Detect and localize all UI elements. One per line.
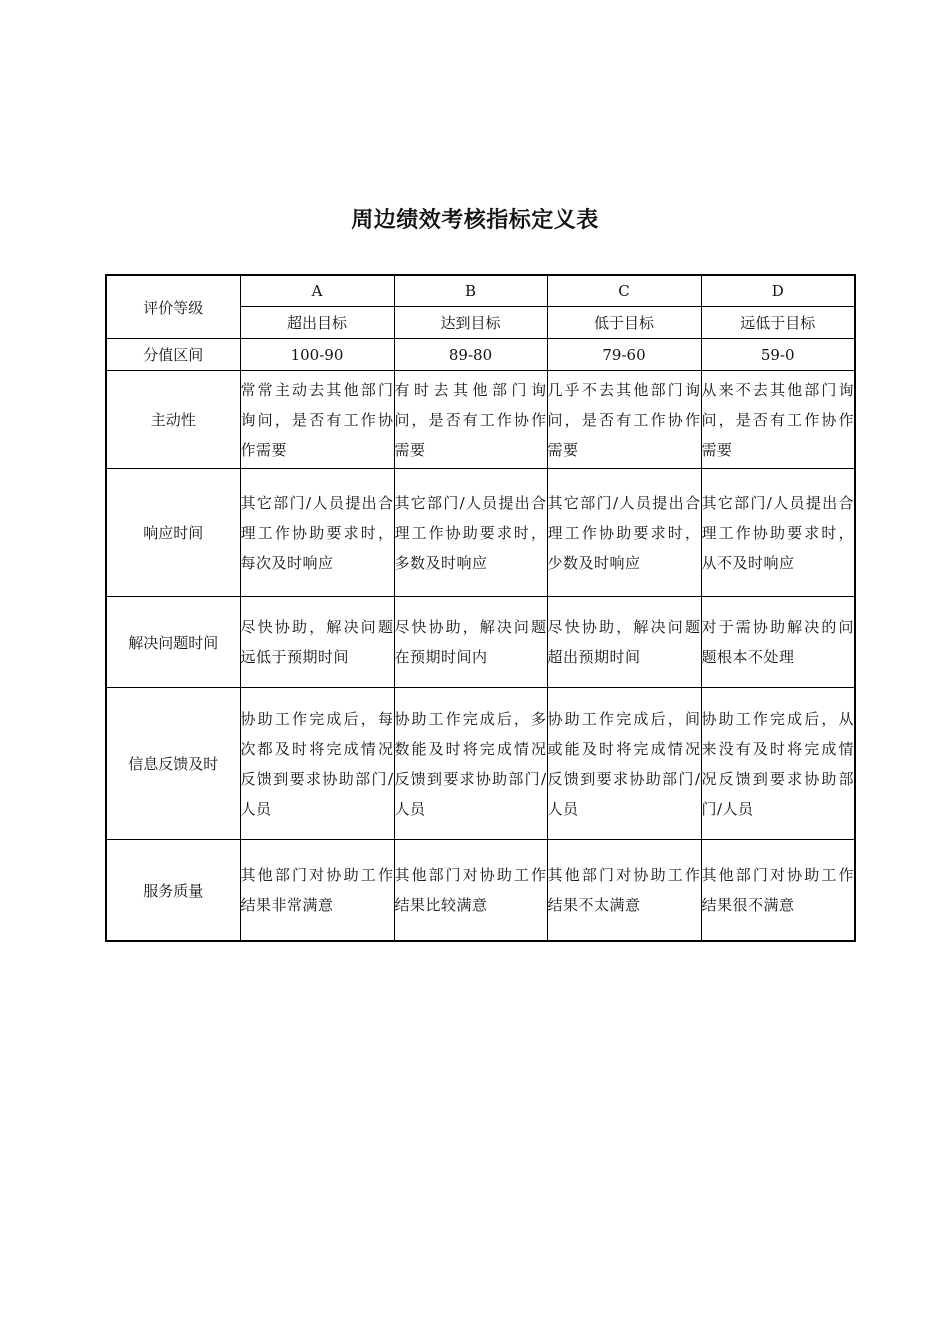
indicator-desc-a: 其它部门/人员提出合理工作协助要求时，每次及时响应 bbox=[240, 469, 394, 597]
indicator-desc-d: 协助工作完成后，从来没有及时将完成情况反馈到要求协助部门/人员 bbox=[701, 688, 855, 840]
table-row bbox=[106, 469, 855, 597]
score-range-label: 分值区间 bbox=[106, 339, 240, 371]
table-row bbox=[106, 597, 855, 688]
indicator-desc-b: 其它部门/人员提出合理工作协助要求时，多数及时响应 bbox=[394, 469, 547, 597]
indicator-desc-b: 协助工作完成后，多数能及时将完成情况反馈到要求协助部门/人员 bbox=[394, 688, 547, 840]
indicator-desc-c: 其它部门/人员提出合理工作协助要求时，少数及时响应 bbox=[547, 469, 701, 597]
score-range-c: 79-60 bbox=[547, 339, 701, 371]
indicator-desc-c: 其他部门对协助工作结果不太满意 bbox=[547, 840, 701, 942]
table-row bbox=[106, 688, 855, 840]
indicator-desc-a: 常常主动去其他部门询问，是否有工作协作需要 bbox=[240, 371, 394, 469]
indicator-desc-c: 协助工作完成后，间或能及时将完成情况反馈到要求协助部门/人员 bbox=[547, 688, 701, 840]
score-range-a: 100-90 bbox=[240, 339, 394, 371]
indicator-desc-b: 其他部门对协助工作结果比较满意 bbox=[394, 840, 547, 942]
table-row bbox=[106, 840, 855, 942]
indicator-name: 响应时间 bbox=[106, 469, 240, 597]
score-range-d: 59-0 bbox=[701, 339, 855, 371]
indicator-desc-a: 协助工作完成后，每次都及时将完成情况反馈到要求协助部门/人员 bbox=[240, 688, 394, 840]
indicator-desc-d: 其它部门/人员提出合理工作协助要求时，从不及时响应 bbox=[701, 469, 855, 597]
grade-label-a: 超出目标 bbox=[240, 307, 394, 339]
indicator-definition-table bbox=[105, 274, 856, 942]
indicator-name: 解决问题时间 bbox=[106, 597, 240, 688]
grade-header-label: 评价等级 bbox=[106, 275, 240, 339]
indicator-name: 服务质量 bbox=[106, 840, 240, 942]
grade-letter-b: B bbox=[394, 275, 547, 307]
grade-letter-a: A bbox=[240, 275, 394, 307]
grade-label-c: 低于目标 bbox=[547, 307, 701, 339]
indicator-desc-b: 有时去其他部门询问，是否有工作协作需要 bbox=[394, 371, 547, 469]
indicator-desc-d: 其他部门对协助工作结果很不满意 bbox=[701, 840, 855, 942]
score-range-row bbox=[106, 339, 855, 371]
indicator-desc-a: 其他部门对协助工作结果非常满意 bbox=[240, 840, 394, 942]
indicator-desc-d: 从来不去其他部门询问，是否有工作协作需要 bbox=[701, 371, 855, 469]
grade-letter-c: C bbox=[547, 275, 701, 307]
indicator-name: 主动性 bbox=[106, 371, 240, 469]
document-title: 周边绩效考核指标定义表 bbox=[351, 208, 599, 233]
indicator-desc-b: 尽快协助，解决问题在预期时间内 bbox=[394, 597, 547, 688]
grade-letter-d: D bbox=[701, 275, 855, 307]
grade-label-d: 远低于目标 bbox=[701, 307, 855, 339]
table-row bbox=[106, 371, 855, 469]
indicator-name: 信息反馈及时 bbox=[106, 688, 240, 840]
grade-label-b: 达到目标 bbox=[394, 307, 547, 339]
indicator-desc-c: 尽快协助，解决问题超出预期时间 bbox=[547, 597, 701, 688]
indicator-desc-d: 对于需协助解决的问题根本不处理 bbox=[701, 597, 855, 688]
indicator-desc-c: 几乎不去其他部门询问，是否有工作协作需要 bbox=[547, 371, 701, 469]
score-range-b: 89-80 bbox=[394, 339, 547, 371]
grade-letter-row bbox=[106, 275, 855, 307]
indicator-desc-a: 尽快协助，解决问题远低于预期时间 bbox=[240, 597, 394, 688]
